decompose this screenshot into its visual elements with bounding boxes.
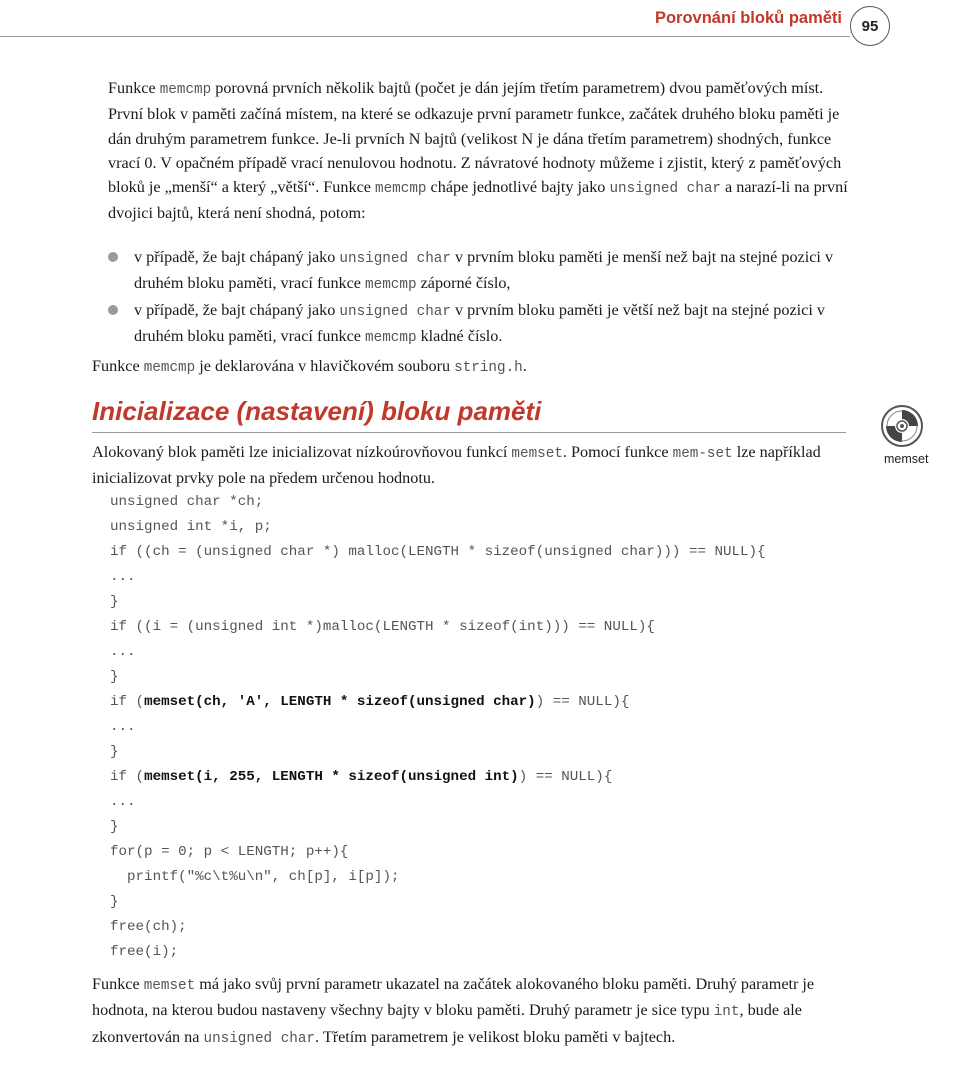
code-block <box>110 490 766 965</box>
intro-text-1: Funkce <box>108 79 160 97</box>
code-line: } <box>110 594 119 610</box>
page-number: 95 <box>850 6 890 46</box>
code-line: unsigned int *i, p; <box>110 519 272 535</box>
section-title: Inicializace (nastavení) bloku paměti <box>92 396 542 426</box>
code-line: if ((ch = (unsigned char *) malloc(LENGTH * sizeof(unsigned char))) == NULL){ <box>110 544 766 560</box>
outro-text: , bude ale zkonvertován na <box>92 1001 802 1046</box>
code-line: ... <box>110 719 136 735</box>
outro-paragraph <box>92 972 852 1051</box>
memset-text: lze například inicializovat prvky pole na předem určenou hodnotu. <box>92 443 821 488</box>
list-item <box>108 298 848 351</box>
decl-text: Funkce <box>92 357 144 375</box>
inline-code: memset <box>143 978 196 994</box>
code-line: } <box>110 819 119 835</box>
bullet-text: v prvním bloku paměti je menší než bajt na stejné pozici v druhém bloku paměti, vrací funkce <box>134 248 834 293</box>
bullet-text: v případě, že bajt chápaný jako <box>134 248 340 266</box>
inline-code: unsigned char <box>339 303 451 320</box>
inline-code: memcmp <box>159 82 212 98</box>
memset-text: Alokovaný blok paměti lze inicializovat nízkoúrovňovou funkcí <box>92 443 512 461</box>
code-line <box>110 765 766 790</box>
intro-text-3: chápe jednotlivé bajty jako <box>426 178 610 197</box>
code-line: } <box>110 744 119 760</box>
inline-code: int <box>713 1004 740 1021</box>
running-header-title: Porovnání bloků paměti <box>654 9 842 27</box>
intro-text-4: a narazí-li na první dvojici bajtů, která není shodná, potom: <box>108 178 848 223</box>
outro-text: Funkce <box>92 975 144 993</box>
decl-text: je deklarována v hlavičkovém souboru <box>195 357 455 375</box>
code-fragment: ) == NULL){ <box>535 694 630 710</box>
inline-code: memcmp <box>143 360 196 376</box>
inline-code: unsigned char <box>339 251 451 267</box>
bullet-text: v prvním bloku paměti je větší než bajt na stejné pozici v druhém bloku paměti, vrací funkce <box>134 300 825 345</box>
side-label: memset <box>884 452 929 466</box>
header-rule <box>0 36 850 37</box>
code-line: ... <box>110 794 136 810</box>
section-rule <box>92 432 846 433</box>
bullet-list <box>108 245 848 350</box>
bullet-text: v případě, že bajt chápaný jako <box>134 300 340 319</box>
decl-text: . <box>522 357 527 375</box>
code-highlight: memset(i, 255, LENGTH * sizeof(unsigned int) <box>144 769 519 785</box>
code-highlight: memset(ch, 'A', LENGTH * sizeof(unsigned char) <box>144 694 536 710</box>
code-line: unsigned char *ch; <box>110 494 264 510</box>
intro-paragraph <box>108 76 848 226</box>
bullet-text: kladné číslo. <box>416 326 503 345</box>
inline-code: unsigned char <box>609 181 721 198</box>
code-line: } <box>110 894 119 910</box>
memset-text: . Pomocí funkce <box>562 443 673 461</box>
cd-disc-icon <box>880 404 924 448</box>
code-line <box>110 690 766 715</box>
list-item <box>108 245 848 298</box>
code-line: free(ch); <box>110 919 187 935</box>
inline-code: memset <box>511 446 563 462</box>
inline-code: unsigned char <box>203 1030 316 1047</box>
code-fragment: if ( <box>110 769 145 785</box>
code-line: free(i); <box>110 944 179 960</box>
intro-text-2: porovná prvních několik bajtů (počet je dán jejím třetím parametrem) dvou paměťových míst. První blok v paměti začíná místem, na které se odkazuje první parametr funkce, začátek druhého bloku paměti je dán druhým parametrem funkce. Je-li prvních N bajtů (velikost N je dána třetím parametrem) shodných, funkce vrací 0. V opačném případě vrací nenulovou hodnotu. Z návratové hodnoty můžeme i zjistit, který z paměťových bloků je „menší“ a který „větší“. Funkce <box>108 79 842 197</box>
code-line: printf("%c\t%u\n", ch[p], i[p]); <box>110 869 400 885</box>
bullet-dot <box>108 252 118 262</box>
memset-intro-paragraph <box>92 440 848 491</box>
inline-code: memcmp <box>375 181 427 198</box>
bullet-dot <box>108 305 118 315</box>
code-line: } <box>110 669 119 685</box>
code-fragment: if ( <box>110 694 145 710</box>
inline-code: string.h <box>454 360 523 376</box>
inline-code: mem-set <box>672 446 733 462</box>
outro-text: má jako svůj první parametr ukazatel na začátek alokovaného bloku paměti. Druhý parametr je hodnota, na kterou budou nastaveny všechny bajty v bloku paměti. Druhý parametr je sice typu <box>92 975 815 1020</box>
code-fragment: ) == NULL){ <box>518 769 613 785</box>
inline-code: memcmp <box>365 277 417 294</box>
outro-text: . Třetím parametrem je velikost bloku paměti v bajtech. <box>315 1027 676 1046</box>
code-line: ... <box>110 644 136 660</box>
code-line: if ((i = (unsigned int *)malloc(LENGTH * sizeof(int))) == NULL){ <box>110 619 655 635</box>
declaration-paragraph <box>92 354 852 380</box>
inline-code: memcmp <box>365 329 417 346</box>
code-line: for(p = 0; p < LENGTH; p++){ <box>110 844 349 860</box>
code-line: ... <box>110 569 136 585</box>
bullet-text: záporné číslo, <box>416 274 511 293</box>
